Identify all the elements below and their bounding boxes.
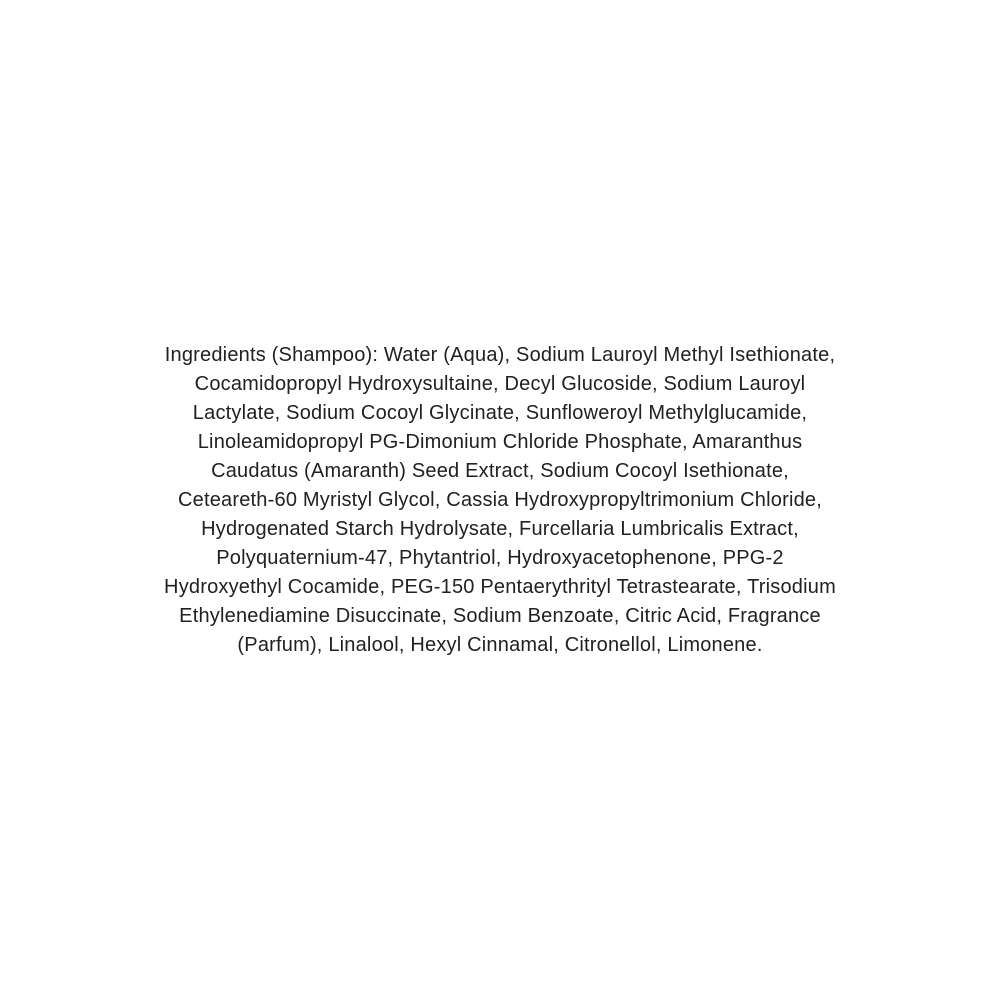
ingredients-text-line: Ceteareth-60 Myristyl Glycol, Cassia Hydroxypropyltrimonium Chloride,: [178, 488, 822, 511]
ingredients-text-line: Hydroxyethyl Cocamide, PEG-150 Pentaerythrityl Tetrastearate, Trisodium: [164, 575, 836, 598]
ingredients-text-line: Ethylenediamine Disuccinate, Sodium Benzoate, Citric Acid, Fragrance: [179, 604, 821, 627]
ingredients-text-line: (Parfum), Linalool, Hexyl Cinnamal, Citronellol, Limonene.: [237, 633, 763, 656]
ingredients-paragraph: [80, 341, 920, 660]
ingredients-text-line: Caudatus (Amaranth) Seed Extract, Sodium Cocoyl Isethionate,: [211, 459, 789, 482]
ingredients-text-line: Ingredients (Shampoo): Water (Aqua), Sodium Lauroyl Methyl Isethionate,: [164, 343, 836, 366]
ingredients-text-line: Lactylate, Sodium Cocoyl Glycinate, Sunfloweroyl Methylglucamide,: [192, 401, 808, 424]
ingredients-text-line: Polyquaternium-47, Phytantriol, Hydroxyacetophenone, PPG-2: [216, 546, 784, 569]
ingredients-text-line: Linoleamidopropyl PG-Dimonium Chloride Phosphate, Amaranthus: [197, 430, 803, 453]
ingredients-text-line: Cocamidopropyl Hydroxysultaine, Decyl Glucoside, Sodium Lauroyl: [194, 372, 806, 395]
ingredients-text-line: Hydrogenated Starch Hydrolysate, Furcellaria Lumbricalis Extract,: [201, 517, 799, 540]
